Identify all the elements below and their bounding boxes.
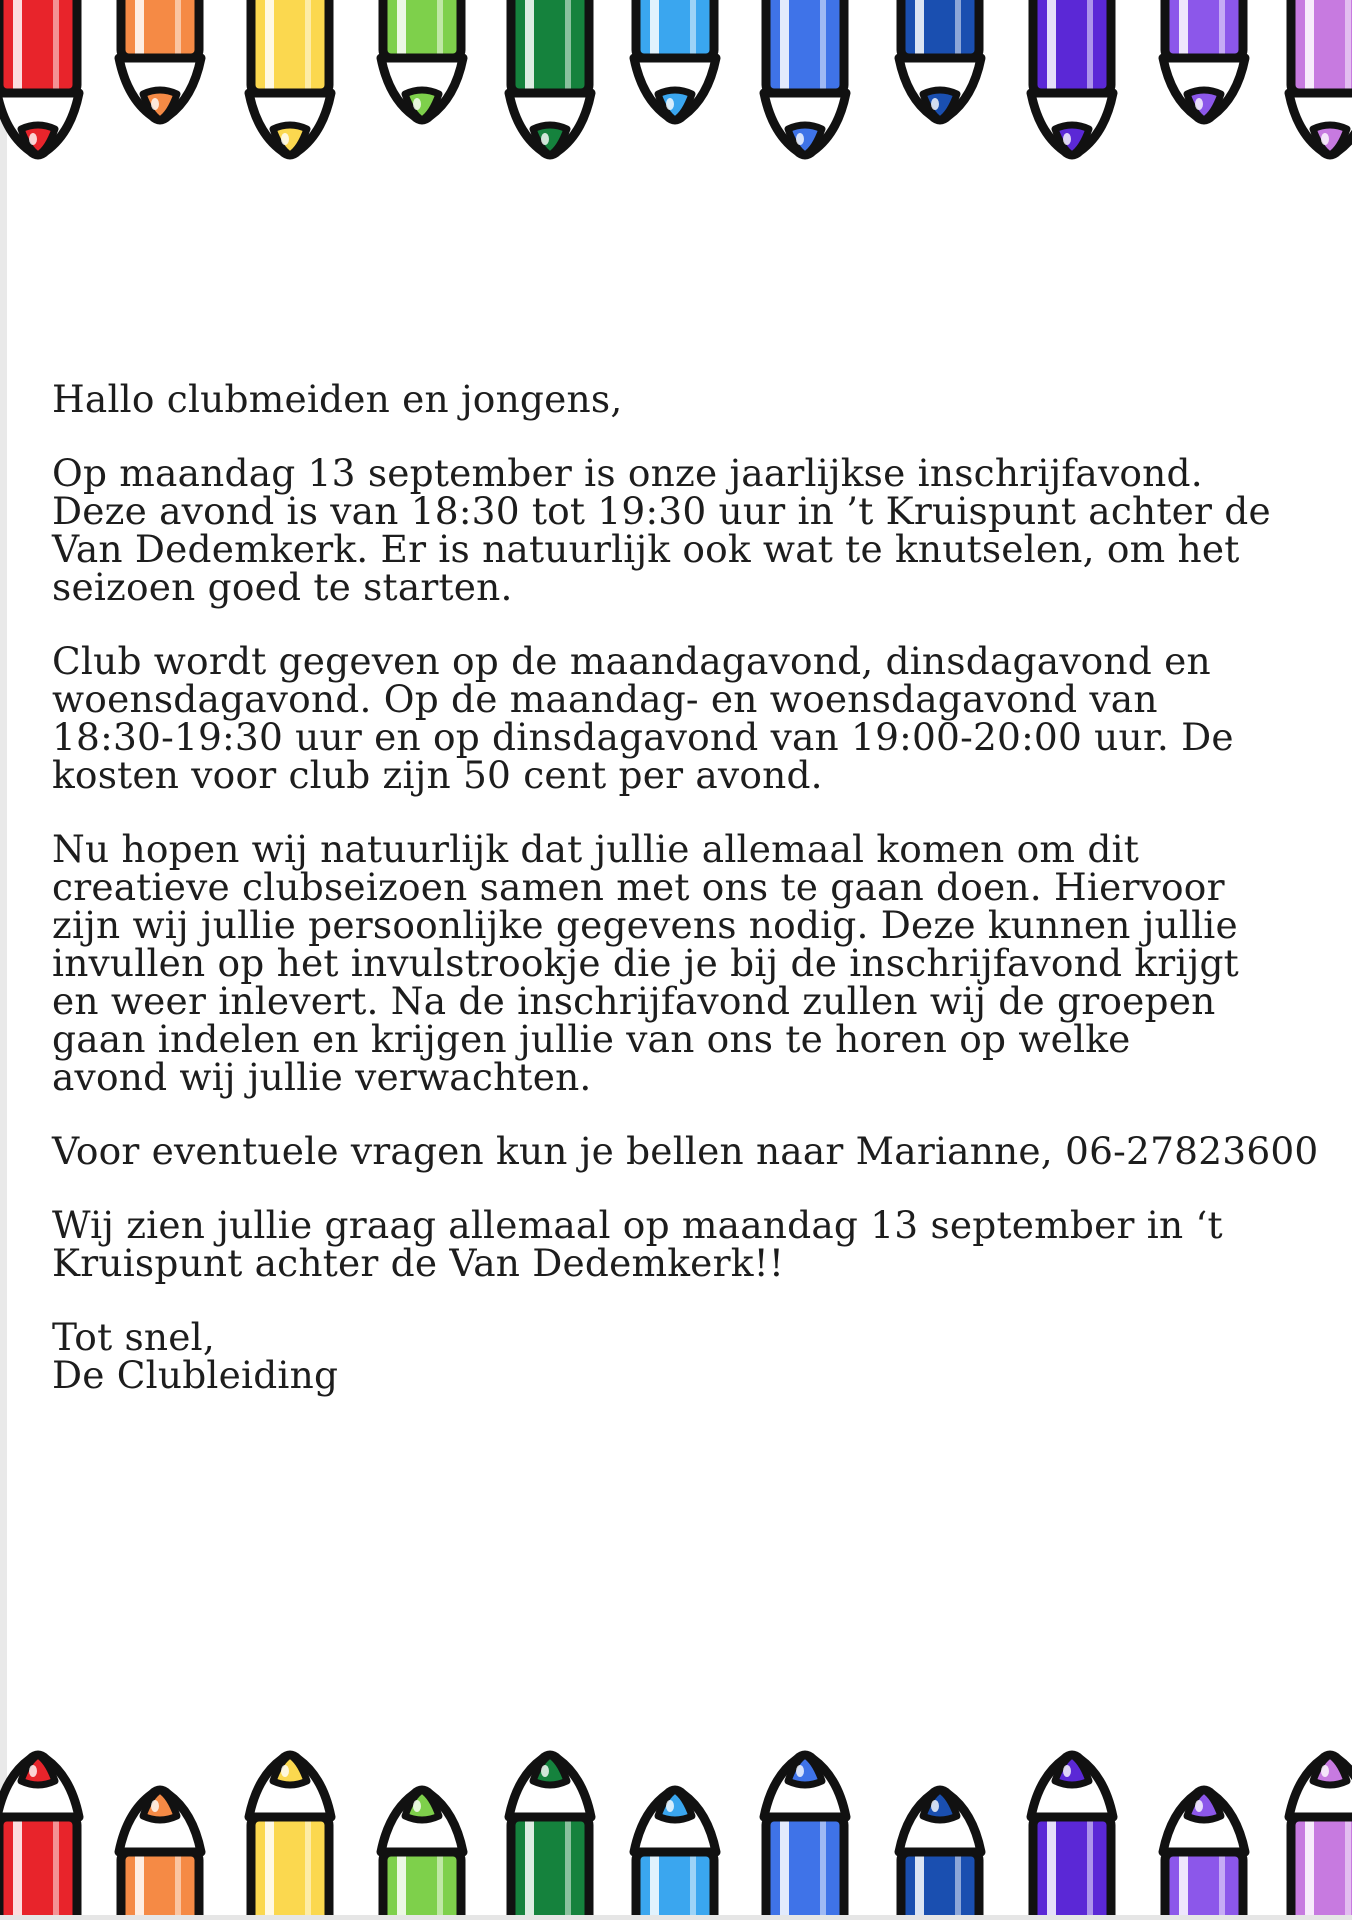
crayon-icon: [509, 1755, 591, 1915]
paragraph-contact: Voor eventuele vragen kun je bellen naar Marianne, 06-27823600: [52, 1129, 1319, 1173]
crayon-icon: [1289, 1755, 1352, 1915]
greeting: Hallo clubmeiden en jongens,: [52, 377, 623, 421]
paragraph-club-times: Club wordt gegeven op de maandagavond, dinsdagavond en woensdagavond. Op de maandag- en woensdagavond van 18:30-19:30 uur en op dinsdagavond van 19:00-20:00 uur. De kosten voor club zijn 50 cent per avond.: [52, 639, 1234, 797]
paragraph-registration: Nu hopen wij natuurlijk dat jullie allemaal komen om dit creatieve clubseizoen samen met ons te gaan doen. Hiervoor zijn wij jullie persoonlijke gegevens nodig. Deze kunnen jullie invullen op het invulstrookje die je bij de inschrijfavond krijgt en weer inlevert. Na de inschrijfavond zullen wij de groepen gaan indelen en krijgen jullie van ons te horen op welke avond wij jullie verwachten.: [52, 827, 1239, 1099]
crayon-icon: [764, 1755, 846, 1915]
crayon-icon: [1031, 0, 1113, 155]
crayon-icon: [381, 0, 463, 120]
crayon-icon: [764, 0, 846, 155]
bottom-crayon-border: [0, 1740, 1352, 1915]
paragraph-invitation: Wij zien jullie graag allemaal op maandag 13 september in ‘t Kruispunt achter de Van Dedemkerk!!: [52, 1203, 1223, 1285]
paragraph-inschrijfavond: Op maandag 13 september is onze jaarlijkse inschrijfavond. Deze avond is van 18:30 tot 19:30 uur in ’t Kruispunt achter de Van Dedemkerk. Er is natuurlijk ook wat te knutselen, om het seizoen goed te starten.: [52, 451, 1271, 609]
crayon-icon: [634, 0, 716, 120]
crayon-icon: [899, 0, 981, 120]
crayon-icon: [1031, 1755, 1113, 1915]
page-left-edge: [0, 0, 7, 1920]
top-crayon-border: [0, 0, 1352, 175]
crayon-icon: [249, 1755, 331, 1915]
crayon-icon: [119, 1790, 201, 1915]
crayon-icon: [634, 1790, 716, 1915]
page-bottom-edge: [0, 1915, 1352, 1920]
crayon-icon: [0, 1755, 79, 1915]
crayon-icon: [381, 1790, 463, 1915]
crayon-icon: [119, 0, 201, 120]
crayon-icon: [249, 0, 331, 155]
closing-signature: Tot snel, De Clubleiding: [52, 1315, 339, 1397]
crayon-icon: [899, 1790, 981, 1915]
crayon-icon: [1289, 0, 1352, 155]
crayon-icon: [1163, 0, 1245, 120]
letter-body: [52, 377, 1332, 1430]
crayon-icon: [0, 0, 79, 155]
crayon-icon: [509, 0, 591, 155]
crayon-icon: [1163, 1790, 1245, 1915]
